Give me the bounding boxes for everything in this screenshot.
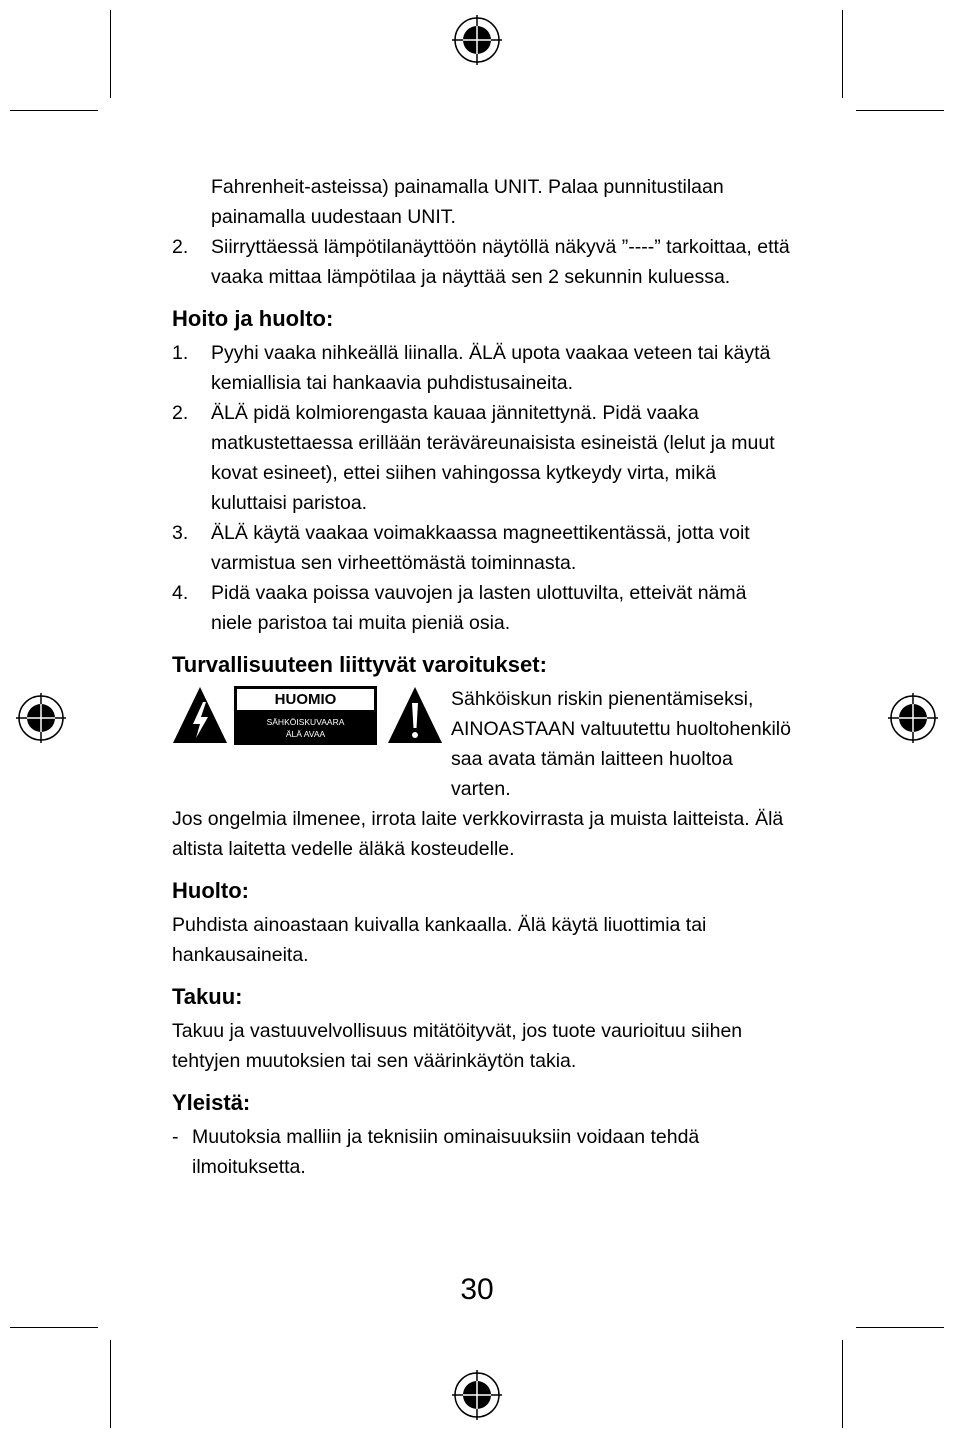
registration-mark-icon	[888, 693, 938, 743]
item-text: Muutoksia malliin ja teknisiin ominaisuuksiin voidaan tehdä ilmoituksetta.	[192, 1126, 700, 1178]
crop-mark	[110, 10, 111, 98]
item-number: 2.	[172, 236, 189, 258]
crop-mark	[10, 1327, 98, 1328]
page-number: 30	[460, 1273, 494, 1306]
continuation-line: painamalla uudestaan UNIT.	[211, 206, 456, 228]
crop-mark	[10, 110, 98, 111]
general-heading: Yleistä:	[172, 1090, 251, 1115]
warranty-heading: Takuu:	[172, 984, 243, 1009]
list-item	[172, 232, 792, 292]
item-text: Pyyhi vaaka nihkeällä liinalla. ÄLÄ upota vaakaa veteen tai käytä kemiallisia tai hankaavia puhdistusaineita.	[211, 342, 771, 394]
registration-mark-icon	[452, 15, 502, 65]
crop-mark	[856, 1327, 944, 1328]
crop-mark	[842, 10, 843, 98]
safety-body: Jos ongelmia ilmenee, irrota laite verkkovirrasta ja muista laitteista. Älä altista laitetta vedelle äläkä kosteudelle.	[172, 808, 784, 860]
lightning-warning-icon	[172, 686, 228, 744]
item-text: Pidä vaaka poissa vauvojen ja lasten ulottuvilta, etteivät nämä niele paristoa tai muita pieniä osia.	[211, 582, 747, 634]
exclamation-warning-icon	[387, 686, 443, 744]
safety-warning	[172, 684, 792, 804]
warranty-body: Takuu ja vastuuvelvollisuus mitätöityvät, jos tuote vaurioituu siihen tehtyjen muutoksien tai sen väärinkäytön takia.	[172, 1020, 743, 1072]
item-text: ÄLÄ käytä vaakaa voimakkaassa magneettikentässä, jotta voit varmistua sen virheettömästä toiminnasta.	[211, 522, 750, 574]
item-number: 2.	[172, 402, 189, 424]
item-number: 4.	[172, 582, 189, 604]
page-content	[172, 172, 792, 1182]
item-text: ÄLÄ pidä kolmiorengasta kauaa jännitettynä. Pidä vaaka matkustettaessa erillään teräväreunaisista esineistä (lelut ja muut kovat esineet), ettei siihen vahingossa kytkeydy virta, mikä kuluttaisi paristoa.	[211, 402, 775, 514]
list-item	[172, 398, 792, 518]
crop-mark	[110, 1340, 111, 1428]
list-item	[172, 578, 792, 638]
crop-mark	[842, 1340, 843, 1428]
care-heading: Hoito ja huolto:	[172, 306, 334, 331]
item-number: 3.	[172, 522, 189, 544]
service-heading: Huolto:	[172, 878, 249, 903]
caution-label-title: HUOMIO	[237, 689, 374, 710]
continuation-line: Fahrenheit-asteissa) painamalla UNIT. Palaa punnitustilaan	[211, 176, 724, 198]
registration-mark-icon	[16, 693, 66, 743]
item-bullet: -	[172, 1126, 179, 1148]
item-number: 1.	[172, 342, 189, 364]
list-item	[172, 338, 792, 398]
list-item	[172, 518, 792, 578]
caution-label-text: SÄHKÖISKUVAARA ÄLÄ AVAA	[266, 717, 345, 739]
registration-mark-icon	[452, 1370, 502, 1420]
warning-text: Sähköiskun riskin pienentämiseksi, AINOASTAAN valtuutettu huoltohenkilö saa avata tämän laitteen huoltoa varten.	[451, 688, 791, 800]
crop-mark	[856, 110, 944, 111]
list-item	[172, 1122, 792, 1182]
safety-heading: Turvallisuuteen liittyvät varoitukset:	[172, 652, 547, 677]
caution-label	[234, 686, 377, 745]
service-body: Puhdista ainoastaan kuivalla kankaalla. Älä käytä liuottimia tai hankausaineita.	[172, 914, 707, 966]
warning-graphics	[172, 684, 451, 745]
item-text: Siirryttäessä lämpötilanäyttöön näytöllä näkyvä ”----” tarkoittaa, että vaaka mittaa lämpötilaa ja näyttää sen 2 sekunnin kuluessa.	[211, 236, 790, 288]
